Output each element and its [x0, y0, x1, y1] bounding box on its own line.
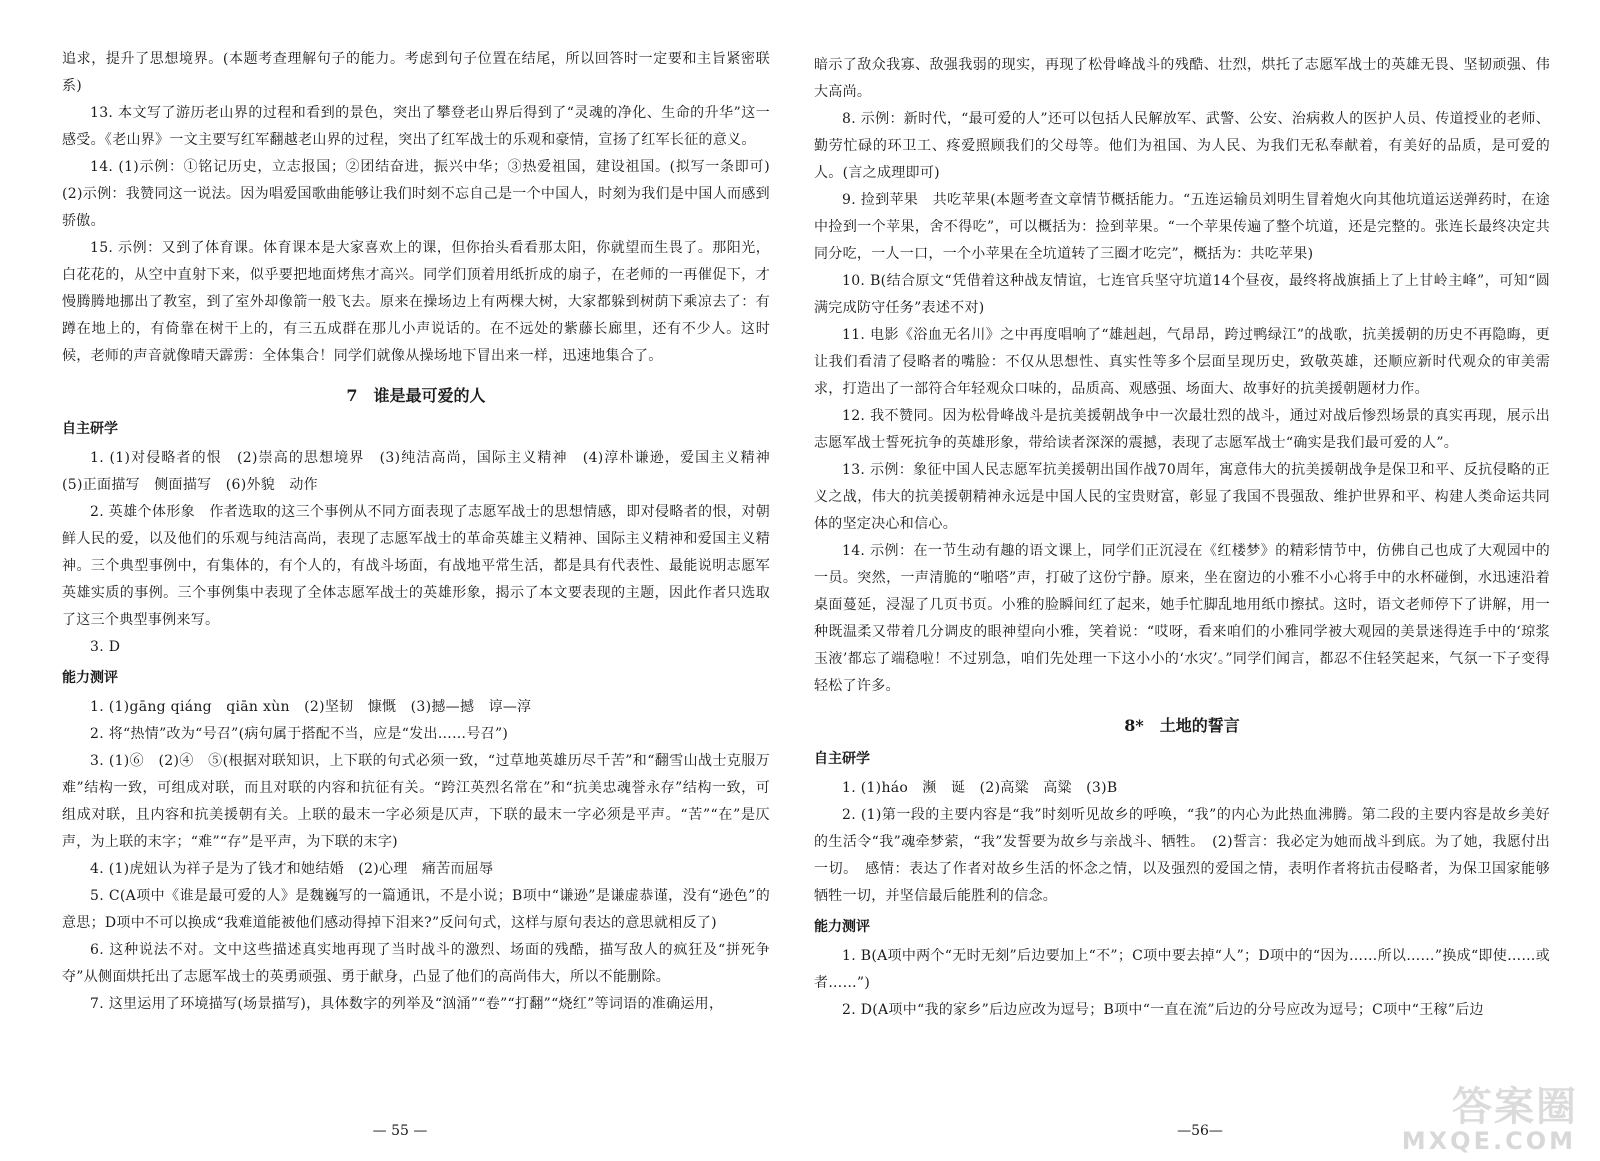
- answer-15: 15. 示例：又到了体育课。体育课本是大家喜欢上的课，但你抬头看看那太阳，你就望而生畏了。那阳光，白花花的，从空中直射下来，似乎要把地面烤焦才高兴。同学们顶着用纸折成的扇子，在老师的一再催促下，才慢腾腾地挪出了教室，到了室外却像箭一般飞去。原来在操场边上有两棵大树，大家都躲到树荫下乘凉去了：有蹲在地上的，有倚靠在树干上的，有三五成群在那儿小声说话的。在不远处的紫藤长廊里，还有不少人。这时候，老师的声音就像晴天霹雳：全体集合！同学们就像从操场地下冒出来一样，迅速地集合了。: [62, 240, 770, 364]
- answer-1: 1. B(A项中两个“无时无刻”后边要加上“不”；C项中要去掉“人”；D项中的“因为……所以……”换成“即使……或者……”): [814, 948, 1550, 991]
- answer-2: 2. 英雄个体形象 作者选取的这三个事例从不同方面表现了志愿军战士的思想情感，即对侵略者的恨，对朝鲜人民的爱，以及他们的乐观与纯洁高尚，表现了志愿军战士的革命英雄主义精神、国际主义精神和爱国主义精神。三个典型事例中，有集体的，有个人的，有战斗场面，有战地平常生活，都是具有代表性、最能说明志愿军英雄实质的事例。三个事例集中表现了全体志愿军战士的英雄形象，揭示了本文要表现的主题，因此作者只选取了这三个典型事例来写。: [62, 504, 770, 628]
- right-page: [800, 0, 1600, 1161]
- answer-3: 3. D: [90, 639, 121, 655]
- answer-1: 1. (1)háo 濒 诞 (2)高粱 高粱 (3)B: [842, 780, 1118, 796]
- watermark-url: MXQE.COM: [1401, 1127, 1576, 1155]
- section-heading: 自主研学: [814, 751, 870, 767]
- answer-7: 7. 这里运用了环境描写(场景描写)，具体数字的列举及“汹涌”“卷”“打翻”“烧红”等词语的准确运用，: [90, 996, 724, 1012]
- answer-14: 14. 示例：在一节生动有趣的语文课上，同学们正沉浸在《红楼梦》的精彩情节中，仿佛自己也成了大观园中的一员。突然，一声清脆的“啪嗒”声，打破了这份宁静。原来，坐在窗边的小雅不小心将手中的水杯碰倒，水迅速沿着桌面蔓延，浸湿了几页书页。小雅的脸瞬间红了起来，她手忙脚乱地用纸巾擦拭。这时，语文老师停下了讲解，用一种既温柔又带着几分调皮的眼神望向小雅，笑着说：“哎呀，看来咱们的小雅同学被大观园的美景迷得连手中的‘琼浆玉液’都忘了端稳啦！不过别急，咱们先处理一下这小小的‘水灾’。”同学们闻言，都忍不住轻笑起来，气氛一下子变得轻松了许多。: [814, 543, 1550, 694]
- answer-3: 3. (1)⑥ (2)④ ⑤(根据对联知识，上下联的句式必须一致，“过草地英雄历尽千苦”和“翻雪山战士克服万难”结构一致，可组成对联，而且对联的内容和抗征有关。“跨江英烈名常在”和“抗美忠魂誉永存”结构一致，可组成对联，且内容和抗美援朝有关。上联的最末一字必须是仄声，下联的最末一字必须是平声。“苦”“在”是仄声，为上联的末字；“难”“存”是平声，为下联的末字): [62, 753, 770, 850]
- answer-2: 2. 将“热情”改为“号召”(病句属于搭配不当，应是“发出……号召”): [90, 726, 509, 742]
- answer-8: 8. 示例：新时代，“最可爱的人”还可以包括人民解放军、武警、公安、治病救人的医护人员、传道授业的老师、勤劳忙碌的环卫工、疼爱照顾我们的父母等。他们为祖国、为人民、为我们无私奉献着，有美好的品质，是可爱的人。(言之成理即可): [814, 111, 1550, 181]
- page-number: — 55 —: [372, 1123, 428, 1139]
- answer-text: 暗示了敌众我寡、敌强我弱的现实，再现了松骨峰战斗的残酷、壮烈，烘托了志愿军战士的英雄无畏、坚韧顽强、伟大高尚。: [814, 57, 1550, 100]
- answer-5: 5. C(A项中《谁是最可爱的人》是魏巍写的一篇通讯，不是小说；B项中“谦逊”是谦虚恭谨，没有“逊色”的意思；D项中不可以换成“我难道能被他们感动得掉下泪来?”反问句式，这样与原句表达的意思就相反了): [62, 888, 770, 931]
- answer-1: 1. (1)gāng qiáng qiān xùn (2)坚韧 慷慨 (3)撼—撼 谆—淳: [90, 699, 532, 715]
- answer-10: 10. B(结合原文“凭借着这种战友情谊，七连官兵坚守坑道14个昼夜，最终将战旗插上了上甘岭主峰”，可知“圆满完成防守任务”表述不对): [814, 273, 1550, 316]
- answer-2: 2. (1)第一段的主要内容是“我”时刻听见故乡的呼唤，“我”的内心为此热血沸腾。第二段的主要内容是故乡美好的生活令“我”魂牵梦萦，“我”发誓要为故乡与亲战斗、牺牲。 (2)誓言：我必定为她而战斗到底。为了她，我愿付出一切。 感情：表达了作者对故乡生活的怀念之情，以及强烈的爱国之情，表明作者将抗击侵略者，为保卫国家能够牺牲一切，并坚信最后能胜利的信念。: [814, 807, 1550, 904]
- answer-14: 14. (1)示例：①铭记历史，立志报国；②团结奋进，振兴中华；③热爱祖国，建设祖国。(拟写一条即可) (2)示例：我赞同这一说法。因为唱爱国歌曲能够让我们时刻不忘自己是一个中国人，时刻为我们是中国人而感到骄傲。: [62, 159, 785, 229]
- answer-1: 1. (1)对侵略者的恨 (2)崇高的思想境界 (3)纯洁高尚，国际主义精神 (4)淳朴谦逊，爱国主义精神 (5)正面描写 侧面描写 (6)外貌 动作: [62, 450, 785, 493]
- section-heading: 能力测评: [814, 919, 870, 935]
- answer-4: 4. (1)虎妞认为祥子是为了钱才和她结婚 (2)心理 痛苦而屈辱: [90, 861, 494, 877]
- answer-2: 2. D(A项中“我的家乡”后边应改为逗号；B项中“一直在流”后边的分号应改为逗号；C项中“王稼”后边: [842, 1002, 1484, 1018]
- answer-13: 13. 本文写了游历老山界的过程和看到的景色，突出了攀登老山界后得到了“灵魂的净化、生命的升华”这一感受。《老山界》一文主要写红军翻越老山界的过程，突出了红军战士的乐观和豪情，宣扬了红军长征的意义。: [62, 105, 770, 148]
- answer-13: 13. 示例：象征中国人民志愿军抗美援朝出国作战70周年，寓意伟大的抗美援朝战争是保卫和平、反抗侵略的正义之战，伟大的抗美援朝精神永远是中国人民的宝贵财富，彰显了我国不畏强敌、维护世界和平、构建人类命运共同体的坚定决心和信心。: [814, 462, 1550, 532]
- lesson-title: 8* 土地的誓言: [1124, 716, 1240, 735]
- watermark-logo: 答案圈: [1452, 1084, 1578, 1130]
- answer-6: 6. 这种说法不对。文中这些描述真实地再现了当时战斗的激烈、场面的残酷，描写敌人的疯狂及“拼死争夺”从侧面烘托出了志愿军战士的英勇顽强、勇于献身，凸显了他们的高尚伟大，所以不能删除。: [62, 942, 770, 985]
- page-number: —56—: [1177, 1123, 1223, 1139]
- answer-11: 11. 电影《浴血无名川》之中再度唱响了“雄赳赳，气昂昂，跨过鸭绿江”的战歌，抗美援朝的历史不再隐晦，更让我们看清了侵略者的嘴脸：不仅从思想性、真实性等多个层面呈现历史，致敬英雄，还顺应新时代观众的审美需求，打造出了一部符合年轻观众口味的，品质高、观感强、场面大、故事好的抗美援朝题材力作。: [814, 327, 1550, 397]
- lesson-title: 7 谁是最可爱的人: [346, 386, 486, 405]
- answer-9: 9. 捡到苹果 共吃苹果(本题考查文章情节概括能力。“五连运输员刘明生冒着炮火向其他坑道运送弹药时，在途中捡到一个苹果，舍不得吃”，可以概括为：捡到苹果。“一个苹果传遍了整个坑道，还是完整的。张连长最终决定共同分吃，一人一口，一个小苹果在全坑道转了三圈才吃完”，概括为：共吃苹果): [814, 192, 1550, 262]
- section-heading: 自主研学: [62, 421, 118, 437]
- answer-12: 12. 我不赞同。因为松骨峰战斗是抗美援朝战争中一次最壮烈的战斗，通过对战后惨烈场景的真实再现，展示出志愿军战士誓死抗争的英雄形象，带给读者深深的震撼，表现了志愿军战士“确实是我们最可爱的人”。: [814, 408, 1550, 451]
- section-heading: 能力测评: [62, 670, 118, 686]
- answer-text: 追求，提升了思想境界。(本题考查理解句子的能力。考虑到句子位置在结尾，所以回答时一定要和主旨紧密联系): [62, 51, 770, 94]
